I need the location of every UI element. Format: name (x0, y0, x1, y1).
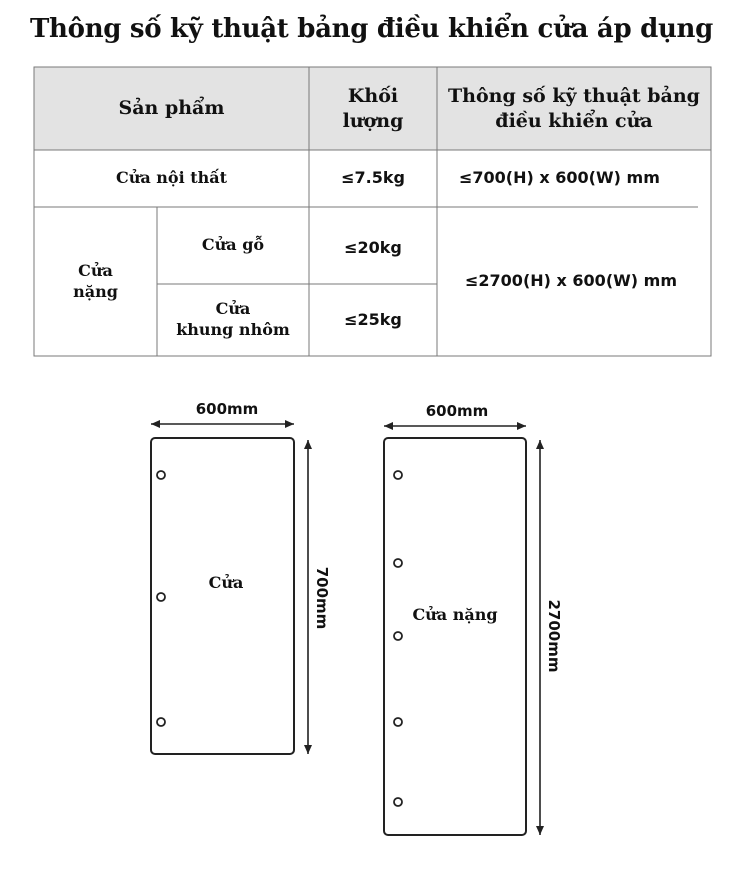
door-hinge-icon (157, 471, 165, 479)
heavy-door-hinge-icon (394, 798, 402, 806)
header-weight: Khối lượng (342, 84, 404, 132)
heavy-door-hinge-icon (394, 632, 402, 640)
door-width-label: 600mm (195, 400, 259, 418)
standard-door-diagram (151, 400, 331, 754)
heavy-door-height-label: 2700mm (545, 599, 563, 673)
heavy-door-outline (384, 438, 526, 835)
header-spec: Thông số kỹ thuật bảng điều khiển cửa (448, 84, 700, 132)
heavy-door-hinge-icon (394, 559, 402, 567)
header-product: Sản phẩm (118, 97, 225, 120)
door-height-label: 700mm (313, 566, 331, 630)
aluminum-door-weight: ≤25kg (344, 309, 402, 329)
heavy-door-label: Cửa nặng (73, 260, 118, 301)
door-hinge-icon (157, 593, 165, 601)
door-outline (151, 438, 294, 754)
heavy-door-hinge-icon (394, 471, 402, 479)
wood-door-label: Cửa gỗ (201, 235, 265, 255)
heavy-door-spec: ≤2700(H) x 600(W) mm (465, 271, 677, 291)
interior-door-label: Cửa nội thất (115, 168, 228, 188)
wood-door-weight: ≤20kg (344, 238, 402, 257)
page-title: Thông số kỹ thuật bảng điều khiển cửa áp dụng (30, 14, 714, 44)
door-hinge-icon (157, 718, 165, 726)
heavy-door-label: Cửa nặng (412, 605, 498, 624)
interior-door-spec: ≤700(H) x 600(W) mm (459, 168, 660, 188)
heavy-door-width-label: 600mm (425, 402, 489, 420)
aluminum-door-label: Cửa khung nhôm (176, 299, 290, 339)
heavy-door-hinge-icon (394, 718, 402, 726)
heavy-door-diagram (384, 402, 563, 835)
door-label: Cửa (208, 573, 244, 592)
interior-door-weight: ≤7.5kg (341, 168, 405, 188)
